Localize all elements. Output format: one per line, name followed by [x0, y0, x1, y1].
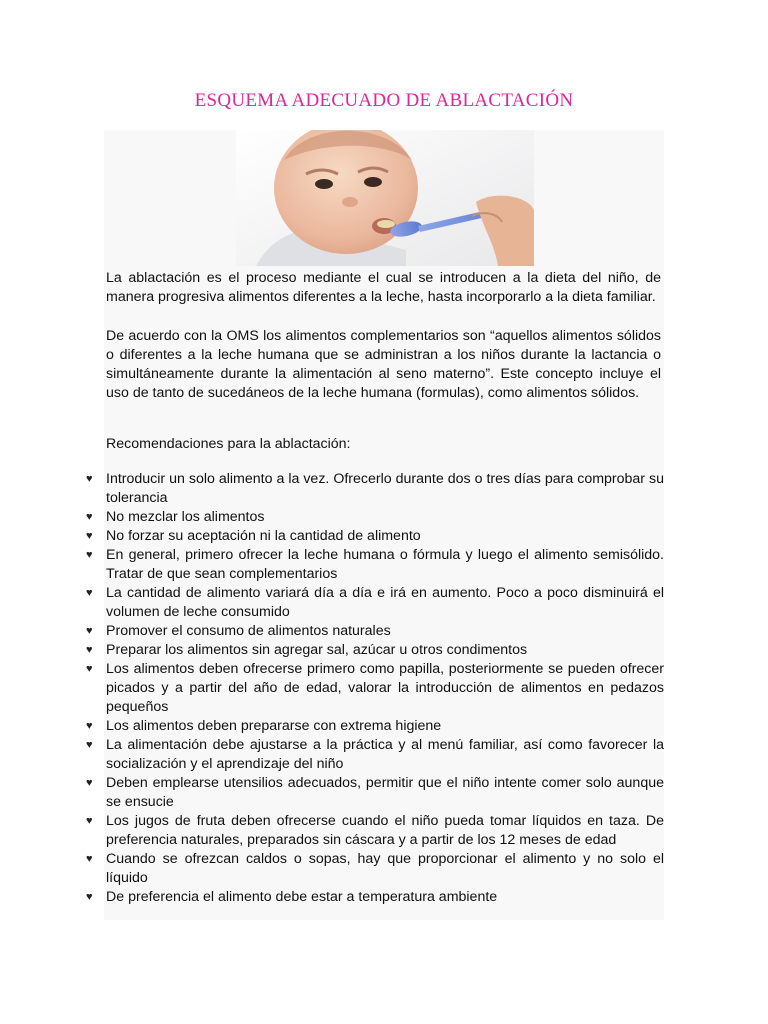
heart-bullet-icon: ♥: [86, 549, 93, 561]
recommendations-heading: Recomendaciones para la ablactación:: [106, 436, 351, 452]
list-item: ♥ En general, primero ofrecer la leche humana o fórmula y luego el alimento semisólido. Tratar de que sean complementarios: [86, 547, 664, 582]
list-item: ♥ Los jugos de fruta deben ofrecerse cuando el niño pueda tomar líquidos en taza. De preferencia naturales, preparados sin cáscara y a partir de los 12 meses de edad: [86, 813, 664, 848]
heart-bullet-icon: ♥: [86, 644, 93, 656]
heart-bullet-icon: ♥: [86, 587, 93, 599]
list-item: ♥ Cuando se ofrezcan caldos o sopas, hay que proporcionar el alimento y no solo el líquido: [86, 851, 664, 886]
heart-bullet-icon: ♥: [86, 663, 93, 675]
heart-bullet-icon: ♥: [86, 853, 93, 865]
list-item: ♥ Preparar los alimentos sin agregar sal, azúcar u otros condimentos: [86, 642, 528, 658]
list-item: ♥ La alimentación debe ajustarse a la práctica y al menú familiar, así como favorecer la socialización y el aprendizaje del niño: [86, 737, 664, 772]
list-item: ♥ Los alimentos deben prepararse con extrema higiene: [86, 718, 442, 734]
list-item: ♥ Deben emplearse utensilios adecuados, permitir que el niño intente comer solo aunque se ensucie: [86, 775, 664, 810]
oms-definition-paragraph: De acuerdo con la OMS los alimentos complementarios son “aquellos alimentos sólidos o diferentes a la leche humana que se administran a los niños durante la lactancia o simultáneamente durante la alimentación al seno materno”. Este concepto incluye el uso de tanto de sucedáneos de la leche humana (formulas), como alimentos sólidos.: [106, 328, 661, 401]
intro-paragraph: La ablactación es el proceso mediante el cual se introducen a la dieta del niño, de manera progresiva alimentos diferentes a la leche, hasta incorporarlo a la dieta familiar.: [106, 270, 661, 305]
baby-spoon-photo-icon: [236, 130, 534, 266]
list-item: ♥ Los alimentos deben ofrecerse primero como papilla, posteriormente se pueden ofrecer picados y a partir del año de edad, valorar la introducción de alimentos en pedazos pequeños: [86, 661, 664, 715]
heart-bullet-icon: ♥: [86, 473, 93, 485]
list-item: ♥ No forzar su aceptación ni la cantidad de alimento: [86, 528, 421, 544]
heart-bullet-icon: ♥: [86, 625, 93, 637]
list-item: ♥ Promover el consumo de alimentos naturales: [86, 623, 391, 639]
recommendations-list: [86, 470, 664, 907]
list-item: ♥ Introducir un solo alimento a la vez. Ofrecerlo durante dos o tres días para comprobar su tolerancia: [86, 471, 664, 506]
baby-photo: [236, 130, 534, 266]
list-item: ♥ De preferencia el alimento debe estar a temperatura ambiente: [86, 889, 498, 905]
list-item: ♥ No mezclar los alimentos: [86, 509, 265, 525]
heart-bullet-icon: ♥: [86, 720, 93, 732]
heart-bullet-icon: ♥: [86, 777, 93, 789]
heart-bullet-icon: ♥: [86, 511, 93, 523]
page-title: ESQUEMA ADECUADO DE ABLACTACIÓN: [194, 90, 574, 111]
heart-bullet-icon: ♥: [86, 739, 93, 751]
heart-bullet-icon: ♥: [86, 891, 93, 903]
list-item: ♥ La cantidad de alimento variará día a día e irá en aumento. Poco a poco disminuirá el volumen de leche consumido: [86, 585, 664, 620]
heart-bullet-icon: ♥: [86, 815, 93, 827]
heart-bullet-icon: ♥: [86, 530, 93, 542]
